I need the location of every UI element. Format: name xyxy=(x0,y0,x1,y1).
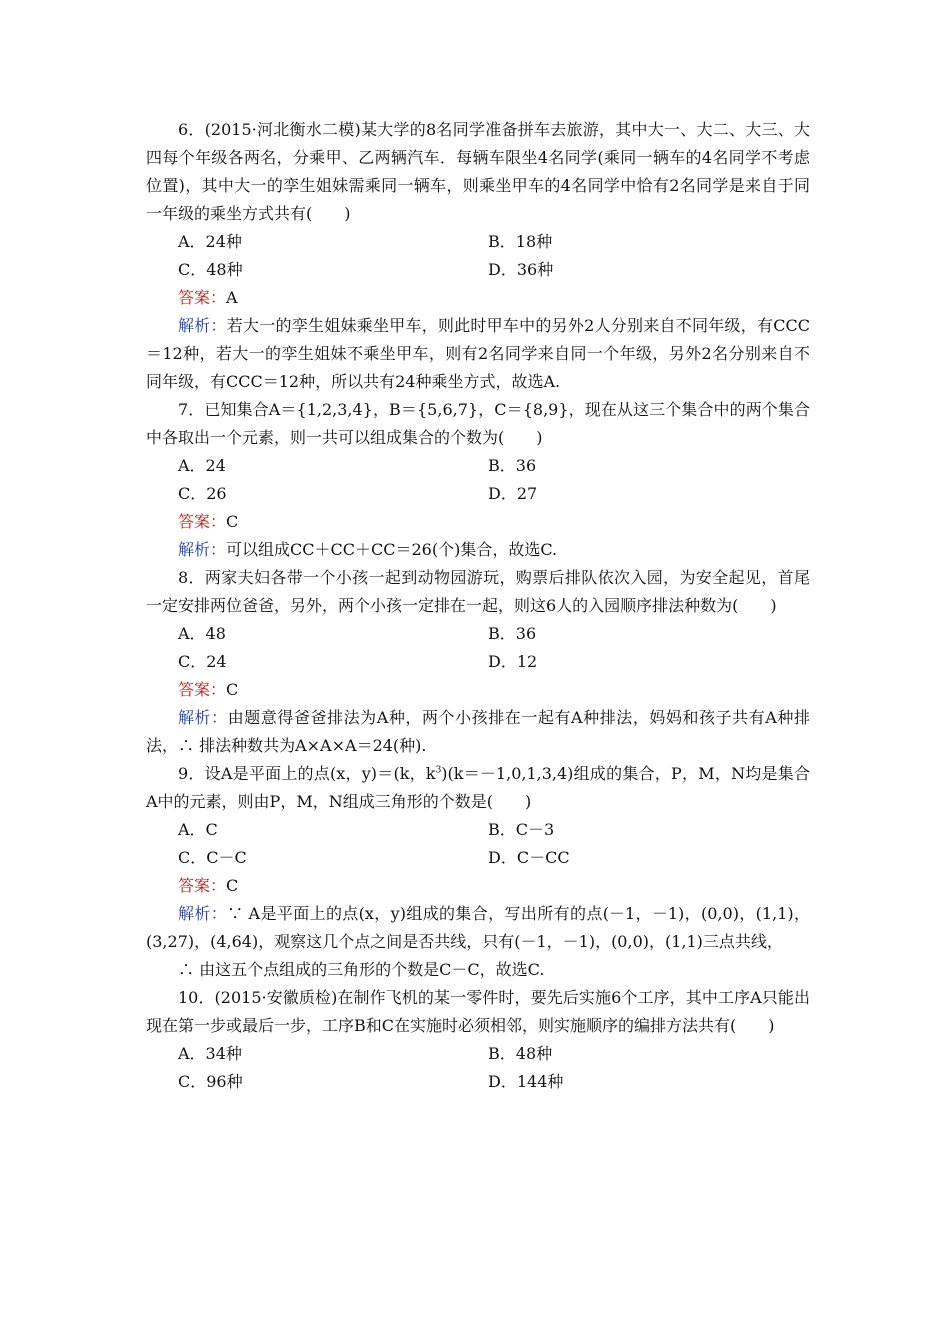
answer-label: 答案： xyxy=(178,680,227,699)
option-c: C．96种 xyxy=(178,1072,243,1091)
question-9-conclusion: ∴ 由这五个点组成的三角形的个数是C－C，故选C. xyxy=(178,960,545,979)
question-9-options-row1 xyxy=(146,816,810,844)
option-c: C．C－C xyxy=(178,848,247,867)
question-7-analysis xyxy=(146,536,810,564)
option-a: A．24 xyxy=(178,456,226,475)
option-c: C．24 xyxy=(178,652,227,671)
stem-part-2: )(k＝－1,0,1,3,4)组成的集合，P，M，N均是集合A中的元素，则由P，M，N组成三角形的个数是( ) xyxy=(146,764,810,811)
option-b: B．18种 xyxy=(488,232,553,251)
analysis-text: 若大一的孪生姐妹乘坐甲车，则此时甲车中的另外2人分别来自不同年级，有CCC＝12种，若大一的孪生姐妹不乘坐甲车，则有2名同学来自同一个年级，另外2名分别来自不同年级，有CCC＝12种，所以共有24种乘坐方式，故选A. xyxy=(146,316,810,391)
analysis-label: 解析： xyxy=(178,708,228,727)
analysis-text: 可以组成CC＋CC＋CC＝26(个)集合，故选C. xyxy=(226,540,558,559)
answer-label: 答案： xyxy=(178,876,227,895)
question-8-analysis xyxy=(146,704,810,760)
question-6-answer xyxy=(146,284,810,312)
answer-label: 答案： xyxy=(178,512,227,531)
option-b: B．48种 xyxy=(488,1044,553,1063)
question-9-answer xyxy=(146,872,810,900)
question-9-options-row2 xyxy=(146,844,810,872)
option-c: C．26 xyxy=(178,484,227,503)
analysis-text: 由题意得爸爸排法为A种，两个小孩排在一起有A种排法，妈妈和孩子共有A种排法，∴ 排法种数共为A×A×A＝24(种). xyxy=(146,708,810,755)
question-8-options-row2 xyxy=(146,648,810,676)
option-d: D．C－CC xyxy=(488,848,570,867)
analysis-label: 解析： xyxy=(178,540,227,559)
stem-part-1: 9．设A是平面上的点(x，y)＝(k，k xyxy=(178,764,436,783)
question-10-options-row2 xyxy=(146,1068,810,1096)
question-7-options-row2 xyxy=(146,480,810,508)
answer-value: A xyxy=(226,288,238,307)
option-d: D．27 xyxy=(488,484,538,503)
question-6-analysis xyxy=(146,312,810,396)
answer-value: C xyxy=(226,876,239,895)
question-7-stem: 7．已知集合A＝{1,2,3,4}，B＝{5,6,7}，C＝{8,9}，现在从这三个集合中的两个集合中各取出一个元素，则一共可以组成集合的个数为( ) xyxy=(146,400,810,447)
document-body xyxy=(146,116,810,1096)
option-c: C．48种 xyxy=(178,260,243,279)
answer-value: C xyxy=(226,512,239,531)
question-10-stem: 10．(2015·安徽质检)在制作飞机的某一零件时，要先后实施6个工序，其中工序A只能出现在第一步或最后一步，工序B和C在实施时必须相邻，则实施顺序的编排方法共有( ) xyxy=(146,988,810,1035)
question-7-answer xyxy=(146,508,810,536)
question-10-options-row1 xyxy=(146,1040,810,1068)
option-a: A．48 xyxy=(178,624,226,643)
answer-label: 答案： xyxy=(178,288,227,307)
option-a: A．34种 xyxy=(178,1044,242,1063)
analysis-label: 解析： xyxy=(178,904,228,923)
option-b: B．C－3 xyxy=(488,820,555,839)
question-6-options-row1 xyxy=(146,228,810,256)
answer-value: C xyxy=(226,680,239,699)
question-8-stem: 8．两家夫妇各带一个小孩一起到动物园游玩，购票后排队依次入园，为安全起见，首尾一定安排两位爸爸，另外，两个小孩一定排在一起，则这6人的入园顺序排法种数为( ) xyxy=(146,568,810,615)
analysis-text: ∵ A是平面上的点(x，y)组成的集合，写出所有的点(－1，－1)，(0,0)，(1,1)，(3,27)，(4,64)，观察这几个点之间是否共线，只有(－1，－1)，(0,0)，(1,1)三点共线， xyxy=(146,904,810,951)
option-b: B．36 xyxy=(488,456,537,475)
question-9-analysis xyxy=(146,900,810,956)
question-8-options-row1 xyxy=(146,620,810,648)
option-d: D．144种 xyxy=(488,1072,564,1091)
question-7-options-row1 xyxy=(146,452,810,480)
option-b: B．36 xyxy=(488,624,537,643)
question-6-options-row2 xyxy=(146,256,810,284)
option-a: A．C xyxy=(178,820,218,839)
analysis-label: 解析： xyxy=(178,316,227,335)
question-8-answer xyxy=(146,676,810,704)
option-d: D．36种 xyxy=(488,260,554,279)
option-a: A．24种 xyxy=(178,232,242,251)
question-6-stem: 6．(2015·河北衡水二模)某大学的8名同学准备拼车去旅游，其中大一、大二、大三、大四每个年级各两名，分乘甲、乙两辆汽车．每辆车限坐4名同学(乘同一辆车的4名同学不考虑位置)，其中大一的孪生姐妹需乘同一辆车，则乘坐甲车的4名同学中恰有2名同学是来自于同一年级的乘坐方式共有( ) xyxy=(146,120,810,223)
question-9-stem xyxy=(146,760,810,816)
stem-superscript: 3 xyxy=(435,765,442,776)
option-d: D．12 xyxy=(488,652,538,671)
